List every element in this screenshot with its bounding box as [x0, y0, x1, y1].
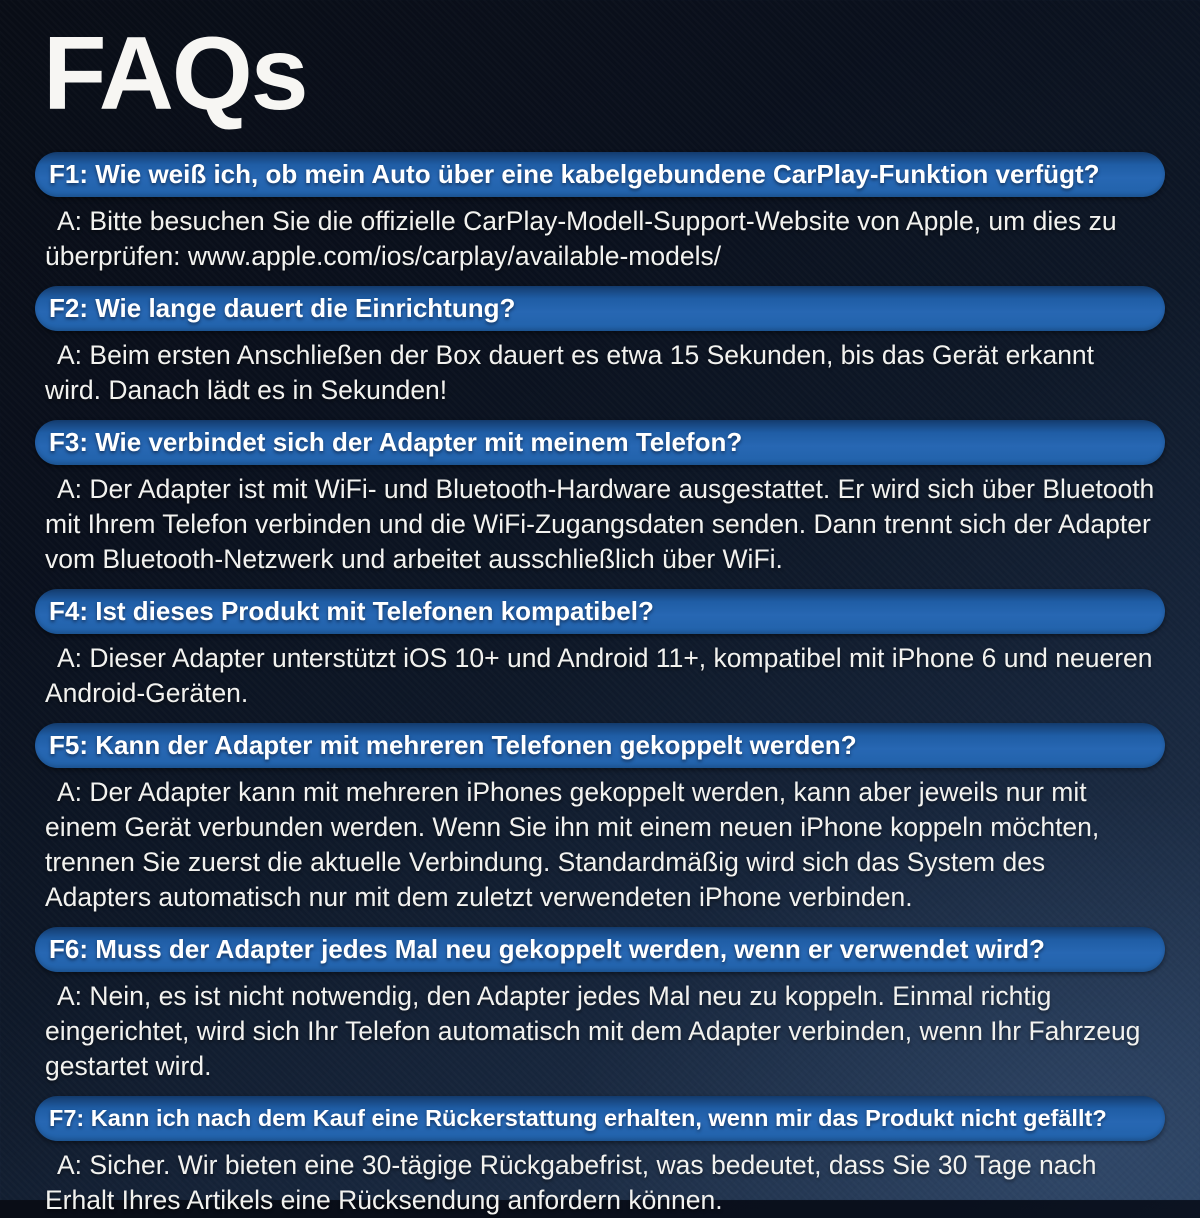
faq-question-bar-f3: [35, 420, 1165, 465]
faq-section-f4: [35, 589, 1165, 711]
faq-question-bar-f7: [35, 1096, 1165, 1141]
faq-answer-f2: A: Beim ersten Anschließen der Box dauert es etwa 15 Sekunden, bis das Gerät erkannt wird. Danach lädt es in Sekunden!: [45, 340, 1095, 406]
page-title: FAQs: [43, 16, 307, 132]
faq-section-f5: [35, 723, 1165, 915]
faq-question-f7: F7: Kann ich nach dem Kauf eine Rückerstattung erhalten, wenn mir das Produkt nicht gefällt?: [49, 1105, 1107, 1132]
faq-question-f4: F4: Ist dieses Produkt mit Telefonen kompatibel?: [49, 596, 654, 627]
faq-answer-f6: A: Nein, es ist nicht notwendig, den Adapter jedes Mal neu zu koppeln. Einmal richtig eingerichtet, wird sich Ihr Telefon automatisch mit dem Adapter verbinden, wenn Ihr Fahrzeug gestartet wird.: [45, 981, 1141, 1082]
faq-answer-f3: A: Der Adapter ist mit WiFi- und Bluetooth-Hardware ausgestattet. Er wird sich über Bluetooth mit Ihrem Telefon verbinden und die WiFi-Zugangsdaten senden. Dann trennt sich der Adapter vom Bluetooth-Netzwerk und arbeitet ausschließlich über WiFi.: [45, 474, 1155, 575]
faq-section-f6: [35, 927, 1165, 1084]
faq-question-bar-f1: [35, 152, 1165, 197]
faq-question-f3: F3: Wie verbindet sich der Adapter mit meinem Telefon?: [49, 427, 743, 458]
faq-question-bar-f2: [35, 286, 1165, 331]
faq-answer-f1: A: Bitte besuchen Sie die offizielle CarPlay-Modell-Support-Website von Apple, um dies zu überprüfen: www.apple.com/ios/carplay/available-models/: [45, 206, 1117, 272]
faq-answer-f5: A: Der Adapter kann mit mehreren iPhones gekoppelt werden, kann aber jeweils nur mit einem Gerät verbunden werden. Wenn Sie ihn mit einem neuen iPhone koppeln möchten, trennen Sie zuerst die aktuelle Verbindung. Standardmäßig wird sich das System des Adapters automatisch nur mit dem zuletzt verwendeten iPhone verbinden.: [45, 777, 1100, 913]
faq-answer-f4: A: Dieser Adapter unterstützt iOS 10+ und Android 11+, kompatibel mit iPhone 6 und neueren Android-Geräten.: [45, 643, 1153, 709]
faq-question-f1: F1: Wie weiß ich, ob mein Auto über eine kabelgebundene CarPlay-Funktion verfügt?: [49, 159, 1100, 190]
faq-question-bar-f5: [35, 723, 1165, 768]
faq-section-f2: [35, 286, 1165, 408]
faq-answer-f7: A: Sicher. Wir bieten eine 30-tägige Rückgabefrist, was bedeutet, dass Sie 30 Tage nach Erhalt Ihres Artikels eine Rücksendung anfordern können.: [45, 1150, 1097, 1216]
faq-question-bar-f6: [35, 927, 1165, 972]
faq-question-bar-f4: [35, 589, 1165, 634]
faq-section-f3: [35, 420, 1165, 577]
faq-question-f5: F5: Kann der Adapter mit mehreren Telefonen gekoppelt werden?: [49, 730, 857, 761]
faq-question-f2: F2: Wie lange dauert die Einrichtung?: [49, 293, 516, 324]
faq-section-f1: [35, 152, 1165, 274]
faq-question-f6: F6: Muss der Adapter jedes Mal neu gekoppelt werden, wenn er verwendet wird?: [49, 934, 1045, 965]
